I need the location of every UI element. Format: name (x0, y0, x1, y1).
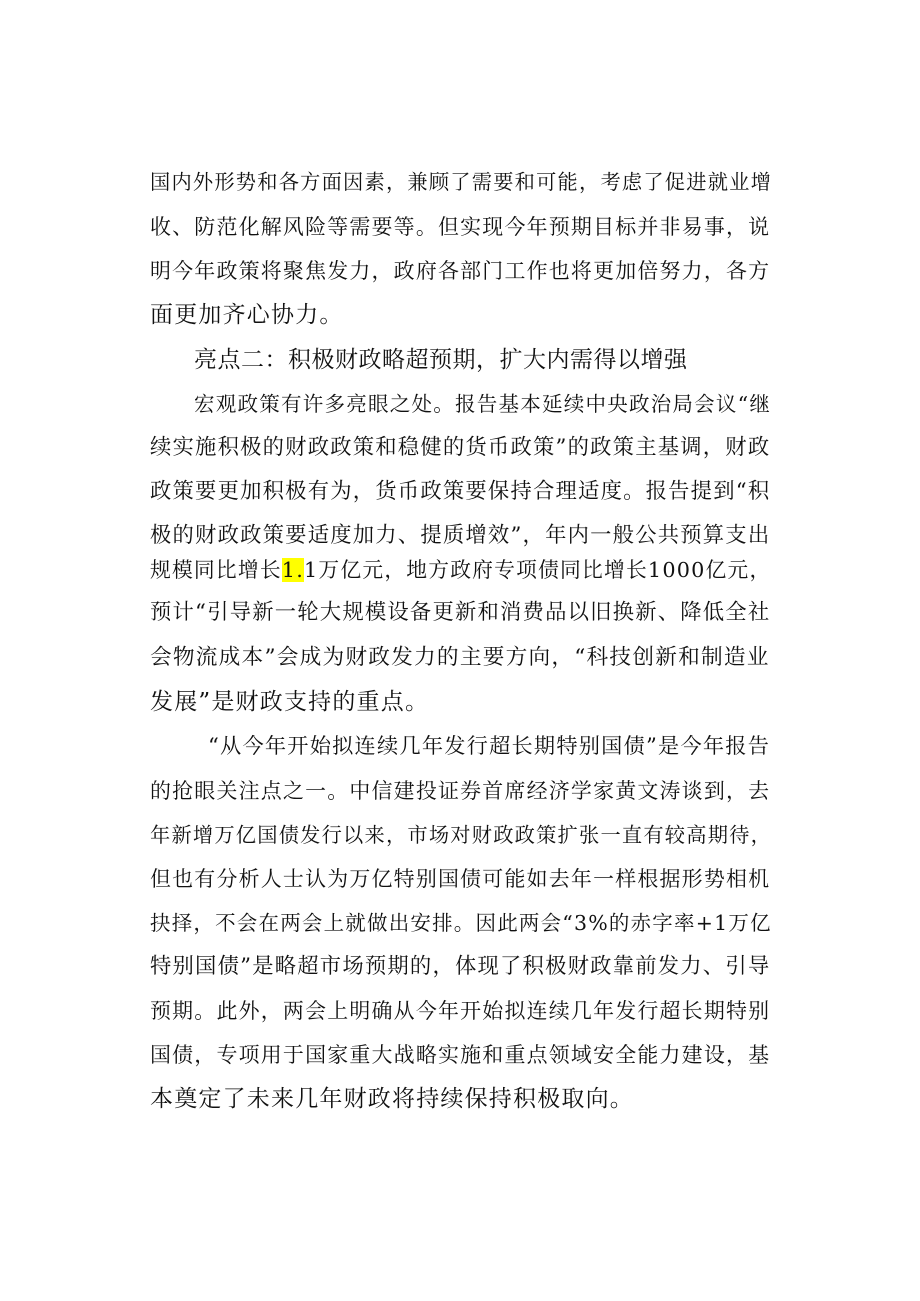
paragraph-1-line-2: 收、防范化解风险等需要等。但实现今年预期目标并非易事，说 (150, 215, 771, 239)
paragraph-2-line-2: 续实施积极的财政政策和稳健的货币政策”的政策主基调，财政 (150, 435, 771, 460)
paragraph-2-line-5 (150, 555, 771, 585)
paragraph-1-line-1: 国内外形势和各方面因素，兼顾了需要和可能，考虑了促进就业增 (150, 170, 773, 194)
paragraph-2-line-8: 发展”是财政支持的重点。 (150, 689, 430, 715)
paragraph-3-line-4: 但也有分析人士认为万亿特别国债可能如去年一样根据形势相机 (150, 867, 771, 891)
paragraph-2-line-5-after: 1万亿元，地方政府专项债同比增长1000亿元， (304, 558, 772, 582)
paragraph-2-line-1: 宏观政策有许多亮眼之处。报告基本延续中央政治局会议“继 (194, 392, 772, 416)
paragraph-3-line-8: 国债，专项用于国家重大战略实施和重点领域安全能力建设，基 (150, 1043, 771, 1067)
paragraph-2-line-7: 会物流成本”会成为财政发力的主要方向，“科技创新和制造业 (150, 645, 770, 670)
paragraph-3-line-5: 抉择，不会在两会上就做出安排。因此两会“3%的赤字率+1万亿 (150, 911, 772, 935)
paragraph-3-line-9: 本奠定了未来几年财政将持续保持积极取向。 (150, 1086, 634, 1112)
paragraph-3-line-7: 预期。此外，两会上明确从今年开始拟连续几年发行超长期特别 (150, 999, 771, 1023)
paragraph-2-line-6: 预计“引导新一轮大规模设备更新和消费品以旧换新、降低全社 (150, 600, 771, 625)
paragraph-1-line-3: 明今年政策将聚焦发力，政府各部门工作也将更加倍努力，各方 (150, 259, 771, 283)
paragraph-3-line-2: 的抢眼关注点之一。中信建投证券首席经济学家黄文涛谈到，去 (150, 779, 771, 803)
paragraph-1-line-4: 面更加齐心协力。 (150, 302, 344, 328)
paragraph-3-line-1: “从今年开始拟连续几年发行超长期特别国债”是今年报告 (208, 734, 771, 759)
paragraph-3-line-6: 特别国债”是略超市场预期的，体现了积极财政靠前发力、引导 (150, 954, 771, 979)
paragraph-2-line-5-before: 规模同比增长 (150, 558, 282, 582)
paragraph-2-line-4: 极的财政政策要适度加力、提质增效”，年内一般公共预算支出 (150, 523, 771, 548)
paragraph-3-line-3: 年新增万亿国债发行以来，市场对财政政策扩张一直有较高期待， (150, 823, 773, 847)
section-heading: 亮点二：积极财政略超预期，扩大内需得以增强 (194, 347, 688, 373)
paragraph-2-line-3: 政策要更加积极有为，货币政策要保持合理适度。报告提到“积 (150, 479, 771, 504)
highlighted-text: 1. (281, 558, 305, 582)
